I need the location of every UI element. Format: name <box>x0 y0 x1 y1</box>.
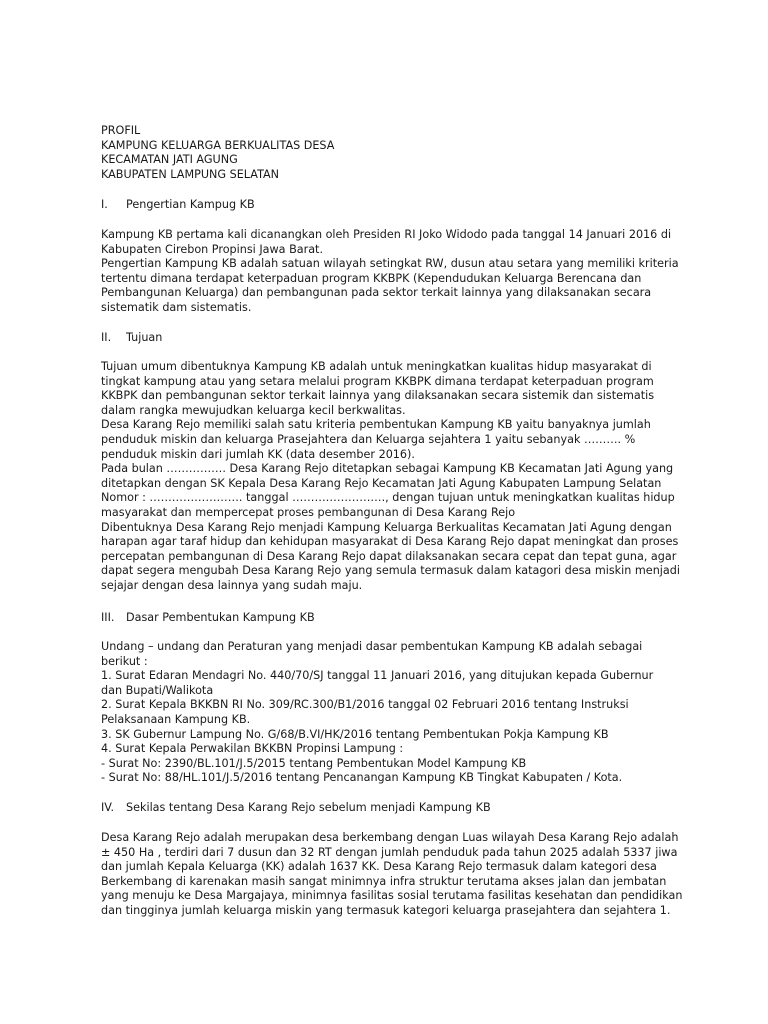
header-line: PROFIL <box>101 124 141 137</box>
section-number: III. <box>101 611 115 624</box>
list-item: Pelaksanaan Kampung KB. <box>101 712 251 726</box>
paragraph-line: Tujuan umum dibentuknya Kampung KB adalah untuk meningkatkan kualitas hidup masyarakat di <box>101 360 652 373</box>
list-item: dan Bupati/Walikota <box>101 683 214 697</box>
paragraph-line: Nomor : ……………………. tanggal ……………………., dengan tujuan untuk meningkatkan kualitas hidup <box>101 491 675 505</box>
paragraph-line: sistematik dam sistematis. <box>101 300 252 314</box>
paragraph-line: Berkembang di karenakan masih sangat minimnya infra struktur terutama akses jalan dan jembatan <box>101 874 667 888</box>
paragraph-line: ± 450 Ha , terdiri dari 7 dusun dan 32 RT dengan jumlah penduduk pada tahun 2025 adalah 5337 jiwa <box>101 845 678 859</box>
paragraph-line: masyarakat dan mempercepat proses pembangunan di Desa Karang Rejo <box>101 505 516 519</box>
section-heading <box>101 801 701 816</box>
paragraph-line: Undang – undang dan Peraturan yang menjadi dasar pembentukan Kampung KB adalah sebagai <box>101 640 643 653</box>
list-item: 2. Surat Kepala BKKBN RI No. 309/RC.300/B1/2016 tanggal 02 Februari 2016 tentang Instruksi <box>101 698 629 712</box>
list-item: 3. SK Gubernur Lampung No. G/68/B.VI/HK/2016 tentang Pembentukan Pokja Kampung KB <box>101 727 609 741</box>
paragraph-line: Pembangunan Keluarga) dan pembangunan pada sektor terkait lainnya yang dilaksanakan secara <box>101 286 652 300</box>
section-heading <box>101 331 701 346</box>
paragraph-line: sejajar dengan desa lainnya yang sudah maju. <box>101 578 363 592</box>
paragraph-line: Desa Karang Rejo adalah merupakan desa berkembang dengan Luas wilayah Desa Karang Rejo adalah <box>101 831 679 844</box>
section-body <box>101 640 701 786</box>
section-title: Pengertian Kampug KB <box>126 198 255 211</box>
list-item: 1. Surat Edaran Mendagri No. 440/70/SJ tanggal 11 Januari 2016, yang ditujukan kepada Gubernur <box>101 669 654 683</box>
paragraph-line: percepatan pembangunan di Desa Karang Rejo dapat dilaksanakan secara cepat dan tepat guna, agar <box>101 549 677 563</box>
paragraph-line: Kabupaten Cirebon Propinsi Jawa Barat. <box>101 242 323 256</box>
paragraph-line: penduduk miskin dari jumlah KK (data desember 2016). <box>101 447 415 461</box>
section-number: II. <box>101 331 112 344</box>
list-item: 4. Surat Kepala Perwakilan BKKBN Propinsi Lampung : <box>101 742 404 756</box>
list-item: - Surat No: 88/HL.101/J.5/2016 tentang Pencanangan Kampung KB Tingkat Kabupaten / Kota. <box>101 771 623 785</box>
paragraph-line: Kampung KB pertama kali dicanangkan oleh Presiden RI Joko Widodo pada tanggal 14 Januari 2016 di <box>101 228 672 241</box>
paragraph-line: Desa Karang Rejo memiliki salah satu kriteria pembentukan Kampung KB yaitu banyaknya jumlah <box>101 418 651 432</box>
paragraph-line: Pengertian Kampung KB adalah satuan wilayah setingkat RW, dusun atau setara yang memiliki kriteria <box>101 257 679 271</box>
paragraph-line: KKBPK dan pembangunan sektor terkait lainnya yang dilaksanakan secara sistemik dan sistematis <box>101 389 655 403</box>
paragraph-line: Pada bulan ……………. Desa Karang Rejo ditetapkan sebagai Kampung KB Kecamatan Jati Agung yang <box>101 462 674 476</box>
paragraph-line: penduduk miskin dan keluarga Prasejahtera dan Keluarga sejahtera 1 yaitu sebanyak ………. % <box>101 432 636 446</box>
document-header <box>101 124 701 182</box>
section-title: Dasar Pembentukan Kampung KB <box>126 611 315 624</box>
section-title: Tujuan <box>126 331 163 344</box>
header-line: KECAMATAN JATI AGUNG <box>101 153 238 167</box>
section-body <box>101 831 701 919</box>
paragraph-line: dan tingginya jumlah keluarga miskin yang termasuk kategori keluarga prasejahtera dan sejahtera 1. <box>101 903 671 917</box>
section-number: I. <box>101 198 108 211</box>
section-number: IV. <box>101 801 115 814</box>
section-heading <box>101 611 701 626</box>
section-body <box>101 360 701 594</box>
paragraph-line: dalam rangka mewujudkan keluarga kecil berkwalitas. <box>101 403 406 417</box>
paragraph-line: Dibentuknya Desa Karang Rejo menjadi Kampung Keluarga Berkualitas Kecamatan Jati Agung dengan <box>101 520 672 534</box>
paragraph-line: ditetapkan dengan SK Kepala Desa Karang Rejo Kecamatan Jati Agung Kabupaten Lampung Selatan <box>101 476 662 490</box>
paragraph-line: dan jumlah Kepala Keluarga (KK) adalah 1637 KK. Desa Karang Rejo termasuk dalam kategori desa <box>101 860 657 874</box>
paragraph-line: yang menuju ke Desa Margajaya, minimnya fasilitas sosial terutama fasilitas kesehatan dan pendidikan <box>101 889 683 903</box>
section-body <box>101 228 701 316</box>
paragraph-line: dapat segera mengubah Desa Karang Rejo yang semula termasuk dalam katagori desa miskin menjadi <box>101 564 680 578</box>
section-title: Sekilas tentang Desa Karang Rejo sebelum menjadi Kampung KB <box>126 801 491 814</box>
header-line: KABUPATEN LAMPUNG SELATAN <box>101 167 280 181</box>
paragraph-line: tertentu dimana terdapat keterpaduan program KKBPK (Kependudukan Keluarga Berencana dan <box>101 271 642 285</box>
list-item: - Surat No: 2390/BL.101/J.5/2015 tentang Pembentukan Model Kampung KB <box>101 756 527 770</box>
paragraph-line: tingkat kampung atau yang setara melalui program KKBPK dimana terdapat keterpaduan program <box>101 374 654 388</box>
paragraph-line: harapan agar taraf hidup dan kehidupan masyarakat di Desa Karang Rejo dapat meningkat dan proses <box>101 535 679 549</box>
header-line: KAMPUNG KELUARGA BERKUALITAS DESA <box>101 138 335 152</box>
section-heading <box>101 198 701 213</box>
paragraph-line: berikut : <box>101 654 148 668</box>
